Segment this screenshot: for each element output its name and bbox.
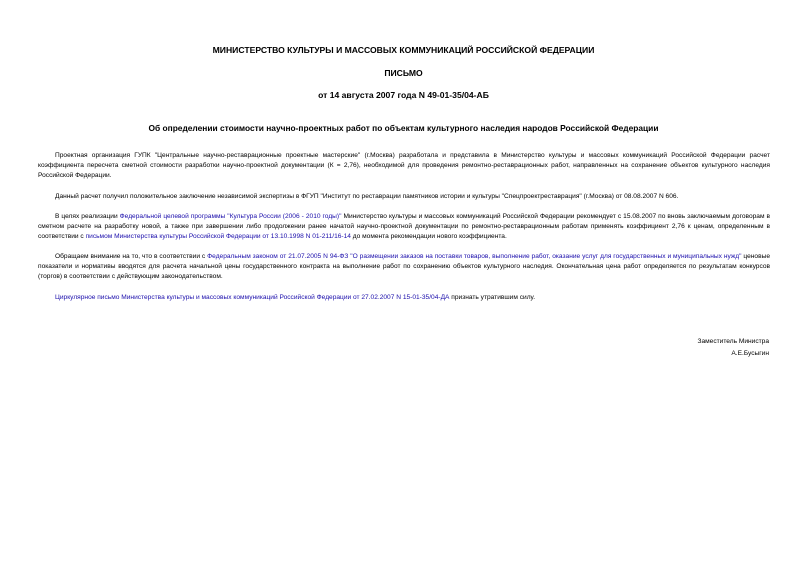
federal-law-94fz-link[interactable]: Федеральным законом от 21.07.2005 N 94-ФЗ "О размещении заказов на поставки товаров, выполнение работ, оказание услуг для государственных и муниципальных нужд" — [207, 253, 742, 260]
signature-position: Заместитель Министра — [697, 338, 769, 345]
paragraph-3 — [38, 212, 770, 242]
date-number-heading: от 14 августа 2007 года N 49-01-35/04-АБ — [318, 90, 489, 100]
ministry-heading: МИНИСТЕРСТВО КУЛЬТУРЫ И МАССОВЫХ КОММУНИКАЦИЙ РОССИЙСКОЙ ФЕДЕРАЦИИ — [212, 45, 595, 55]
paragraph-4-text-b: ценовые показатели и нормативы вводятся для расчета начальной цены государственного контракта на выполнение работ по сохранению объектов культурного наследия. Окончательная цена работ определяется по результатам конкурсов (торгов) в соответствии с действующим законодательством. — [38, 253, 770, 280]
paragraph-5-text: признать утратившим силу. — [449, 294, 536, 301]
doc-type-heading: ПИСЬМО — [384, 68, 423, 78]
paragraph-4 — [38, 252, 770, 282]
ministry-letter-1998-link[interactable]: письмом Министерства культуры Российской Федерации от 13.10.1998 N 01-211/16-14 — [85, 233, 351, 240]
circular-letter-link[interactable]: Циркулярное письмо Министерства культуры и массовых коммуникаций Российской Федерации от 27.02.2007 N 15-01-35/04-ДА — [55, 294, 450, 301]
paragraph-3-text-c: до момента рекомендации нового коэффициента. — [350, 233, 507, 240]
paragraph-5 — [38, 293, 770, 303]
federal-program-link[interactable]: Федеральной целевой программы "Культура России (2006 - 2010 годы)" — [119, 213, 342, 220]
document-title: Об определении стоимости научно-проектных работ по объектам культурного наследия народов Российской Федерации — [148, 123, 659, 133]
paragraph-2: Данный расчет получил положительное заключение независимой экспертизы в ФГУП "Институт по реставрации памятников истории и культуры "Спецпроектреставрация" (г.Москва) от 08.08.2007 N 606. — [55, 193, 679, 200]
paragraph-1: Проектная организация ГУПК "Центральные научно-реставрационные проектные мастерские" (г.Москва) разработала и представила в Министерство культуры и массовых коммуникаций Российской Федерации расчет коэффициента пересчета сметной стоимости разработки научно-проектной документации (К = 2,76), необходимой для проведения ремонтно-реставрационных работ, направленных на сохранение объектов культурного наследия Российской Федерации. — [38, 152, 770, 179]
signature-name: А.Е.Бусыгин — [731, 350, 769, 357]
paragraph-3-text-b: Министерство культуры и массовых коммуникаций Российской Федерации рекомендует с 15.08.2007 по вновь заключаемым договорам в сметном расчете на разработку новой, а также при завершении либо продолжении ранее начатой научно-проектной документации по ремонтно-реставрационным работам применять коэффициент 2,76 к ценам, определенным в соответствии с — [38, 213, 770, 240]
paragraph-3-text-a: В целях реализации — [55, 213, 120, 220]
paragraph-4-text-a: Обращаем внимание на то, что в соответствии с — [55, 253, 208, 260]
